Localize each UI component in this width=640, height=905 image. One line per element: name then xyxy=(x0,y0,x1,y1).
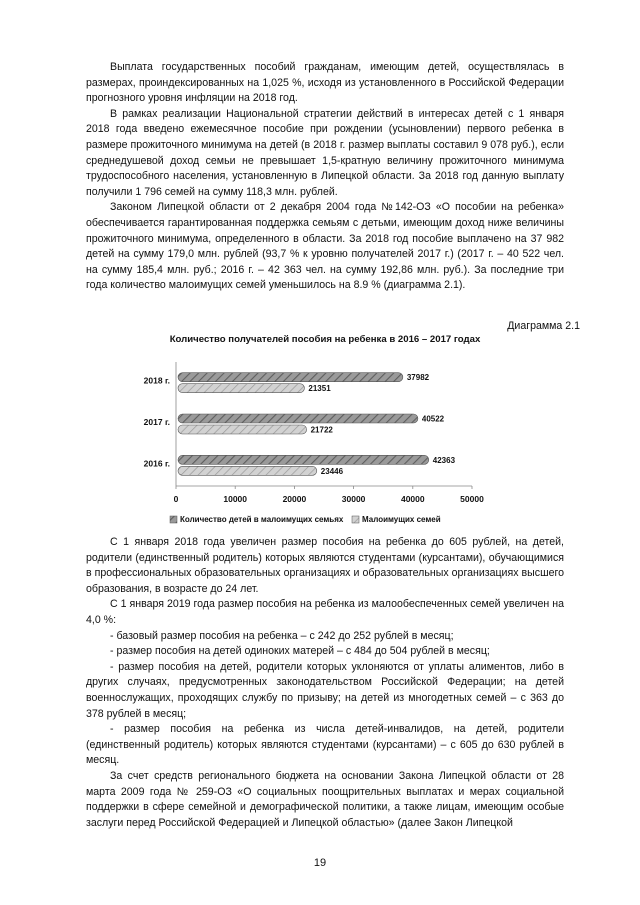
data-label: 21722 xyxy=(310,425,333,435)
data-label: 23446 xyxy=(320,466,344,476)
paragraph: С 1 января 2018 года увеличен размер пособия на ребенка до 605 рублей, на детей, родители (единственный родитель) которых являются студентами (курсантами), обучающимися в профессиональных образовательных организациях и образовательных организациях высшего образования, в возрасте до 24 лет. xyxy=(86,536,564,595)
list-item: - размер пособия на ребенка из числа детей-инвалидов, на детей, родители (единственный родитель) которых являются студентами (курсантами) – с 605 до 630 рублей в месяц. xyxy=(86,723,564,767)
bar xyxy=(178,414,418,423)
legend-label: Малоимущих семей xyxy=(362,515,441,524)
page-number: 19 xyxy=(313,857,327,869)
bar xyxy=(178,466,317,475)
x-tick-label: 50000 xyxy=(460,494,484,504)
bar xyxy=(178,425,307,434)
x-tick-label: 10000 xyxy=(223,494,248,504)
chart-title: Количество получателей пособия на ребенка в 2016 – 2017 годах xyxy=(169,334,481,345)
paragraph: Выплата государственных пособий гражданам, имеющим детей, осуществлялась в размерах, проиндексированных на 1,025 %, исходя из установленного в Российской Федерации прогнозного уровня инфляции на 2018 год. xyxy=(86,61,564,105)
bar xyxy=(178,373,403,382)
diagram-caption: Диаграмма 2.1 xyxy=(507,320,580,332)
list-item: - размер пособия на детей одиноких матерей – с 484 до 504 рублей в месяц; xyxy=(110,645,490,658)
legend-label: Количество детей в малоимущих семьях xyxy=(180,515,344,524)
paragraph: Законом Липецкой области от 2 декабря 2004 года №142-ОЗ «О пособии на ребенка» обеспечивается гарантированная поддержка семьям с детьми, имеющим доход ниже величины прожиточного минимума, определенного в области. За 2018 год пособие выплачено на 37 982 детей на сумму 179,0 млн. рублей (93,7 % к уровню получателей 2017 г.) (2017 г. – 40 522 чел. на сумму 185,4 млн. руб.; 2016 г. – 42 363 чел. на сумму 192,86 млн. руб.). За последние три года количество малоимущих семей уменьшилось на 8.9 % (диаграмма 2.1). xyxy=(86,201,564,292)
category-label: 2018 г. xyxy=(143,375,170,386)
paragraph: В рамках реализации Национальной стратегии действий в интересах детей с 1 января 2018 года введено ежемесячное пособие при рождении (усыновлении) первого ребенка в размере прожиточного минимума на детей (в 2018 г. размер выплаты составил 9 078 руб.), если среднедушевой доход семьи не превышает 1,5-кратную величину прожиточного минимума трудоспособного населения, установленную в Липецкой области. За 2018 год данную выплату получили 1 796 семей на сумму 118,3 млн. рублей. xyxy=(86,107,564,198)
bar-chart xyxy=(100,352,540,534)
legend-swatch xyxy=(352,516,359,523)
x-tick-label: 40000 xyxy=(400,494,425,504)
category-label: 2016 г. xyxy=(143,458,170,469)
bottom-text-block xyxy=(86,535,564,831)
list-item: - базовый размер пособия на ребенка – с 242 до 252 рублей в месяц; xyxy=(110,629,454,642)
top-text-block xyxy=(86,60,564,294)
x-tick-label: 30000 xyxy=(341,494,366,504)
data-label: 21351 xyxy=(308,384,331,394)
paragraph: С 1 января 2019 года размер пособия на ребенка из малообеспеченных семей увеличен на 4,0 %: xyxy=(86,598,564,626)
bar xyxy=(178,455,429,464)
bar xyxy=(178,384,304,393)
list-item: - размер пособия на детей, родители которых уклоняются от уплаты алиментов, либо в других случаях, предусмотренных законодательством Российской Федерации; на детей военнослужащих, проходящих службу по призыву; на детей из многодетных семей – с 363 до 378 рублей в месяц; xyxy=(86,660,564,720)
data-label: 40522 xyxy=(421,414,445,424)
paragraph: За счет средств регионального бюджета на основании Закона Липецкой области от 28 марта 2009 года № 259-ОЗ «О социальных поощрительных выплатах и мерах социальной поддержки в сфере семейной и демографической политики, а также лицам, имеющим особые заслуги перед Российской Федерацией и Липецкой областью» (далее Закон Липецкой xyxy=(86,769,564,829)
data-label: 37982 xyxy=(406,373,430,383)
category-label: 2017 г. xyxy=(143,417,170,427)
x-tick-label: 20000 xyxy=(282,494,307,504)
legend-swatch xyxy=(170,516,177,523)
data-label: 42363 xyxy=(432,455,456,465)
x-tick-label: 0 xyxy=(173,494,179,504)
